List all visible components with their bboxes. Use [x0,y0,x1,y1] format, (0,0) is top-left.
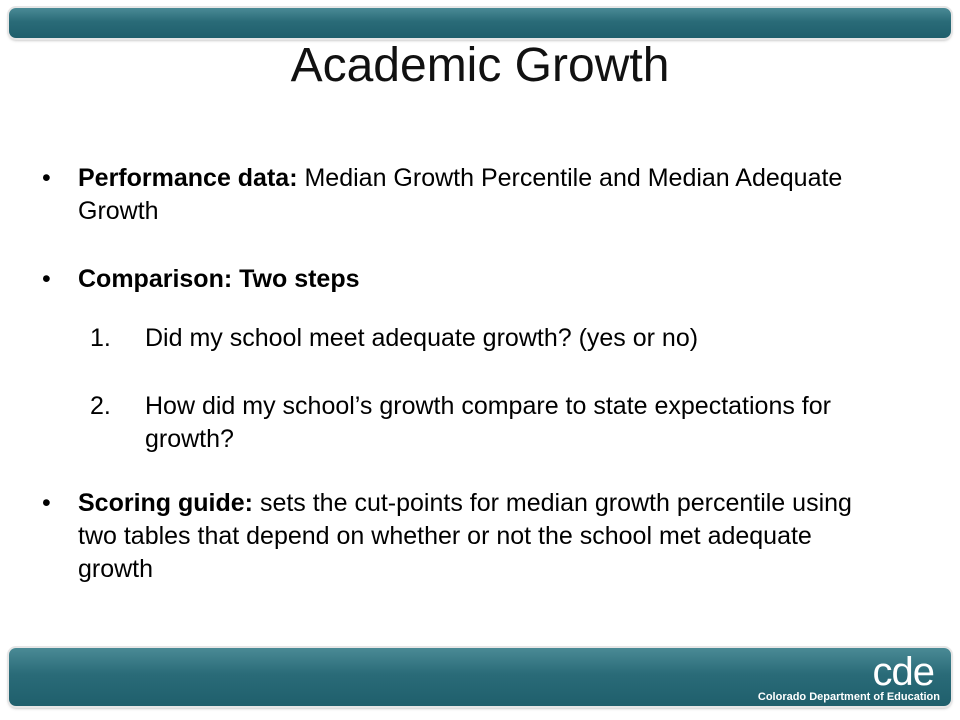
step-item-1 [90,322,865,355]
logo-mark: cde [872,650,934,694]
bullet-comparison [78,263,878,296]
slide-title: Academic Growth [290,39,670,92]
step-number: 1. [90,324,111,352]
bullet-scoring-guide [78,487,878,586]
step-text: Did my school meet adequate growth? (yes or no) [145,324,699,352]
top-banner [9,8,951,38]
step-number: 2. [90,392,111,420]
bullet-label: Scoring guide: [78,489,253,517]
bullet-performance-data [78,162,878,228]
step-text: How did my school’s growth compare to state expectations for growth? [145,392,831,453]
bullet-label: Performance data: [78,164,298,192]
bullet-text: sets the cut-points for median growth percentile using two tables that depend on whether or not the school met adequate growth [78,489,852,583]
bullet-text: Median Growth Percentile and Median Adequate Growth [78,164,843,225]
bullet-label: Comparison: Two steps [78,265,360,293]
step-item-2 [90,390,865,456]
logo-text: Colorado Department of Education [757,691,940,703]
cde-logo [740,650,940,703]
